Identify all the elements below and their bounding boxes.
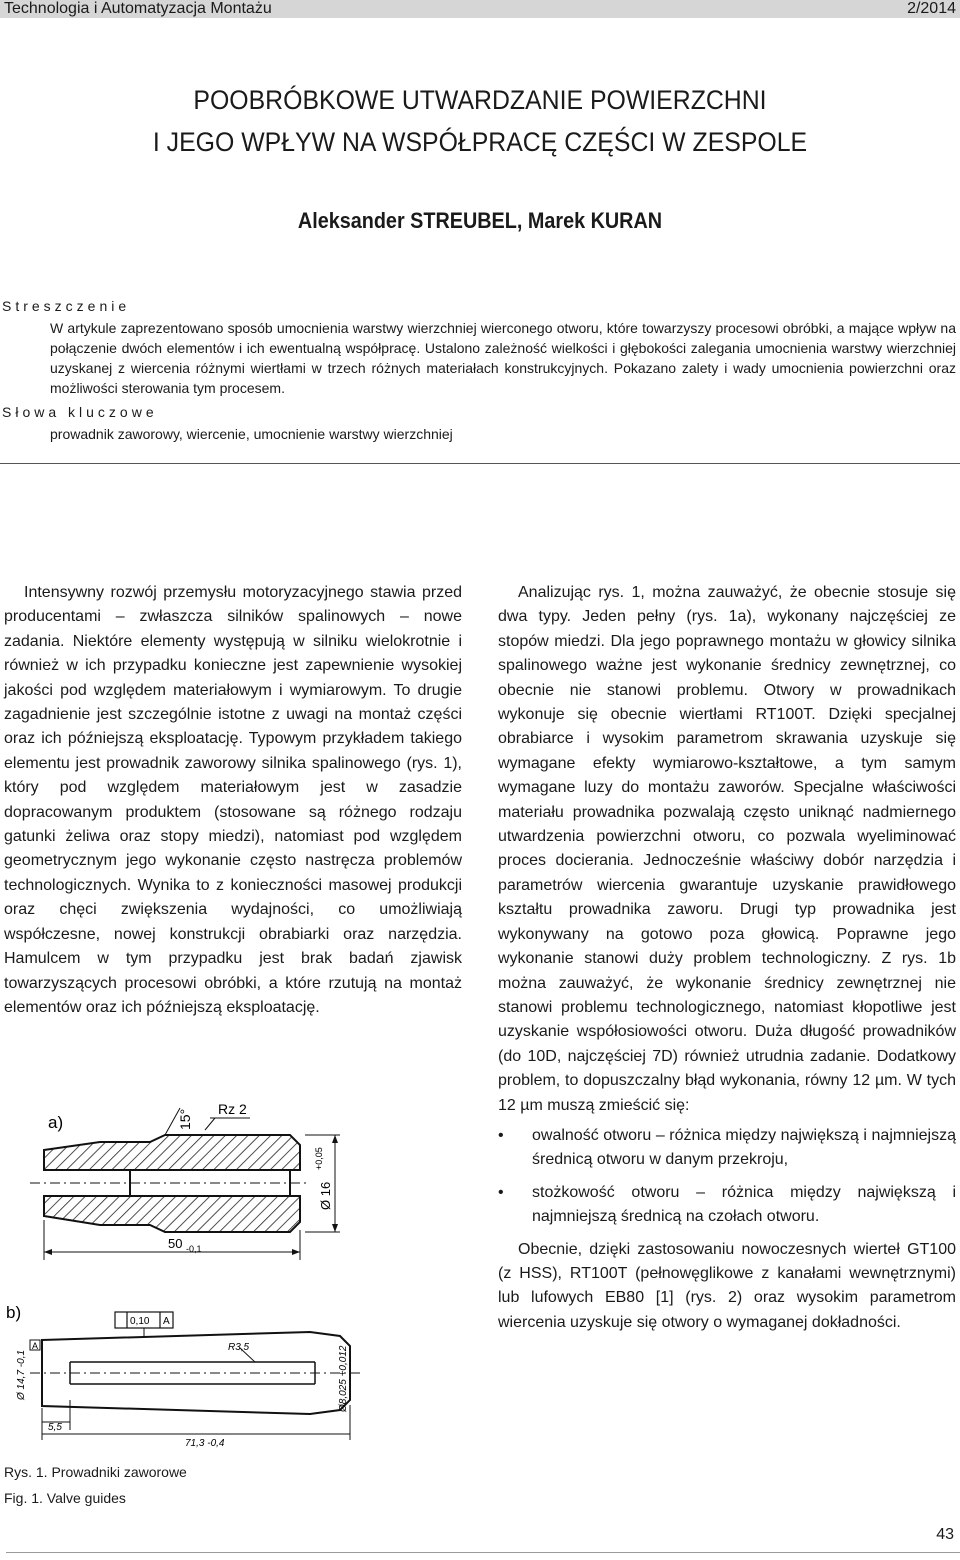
frame-tolerance: 0,10: [130, 1316, 150, 1327]
body-column-left: Intensywny rozwój przemysłu motoryzacyjnego stawia przed producentami – zwłaszcza silników spalinowych – nowe zadania. Niektóre elementy występują w silniku wielokrotnie i również w ich przypadku konieczne jest zapewnienie wysokiej jakości pod względem materiałowym i wymiarowym. To drugie zagadnienie jest szczególnie istotne z uwagi na montaż części oraz ich późniejszą eksploatację. Typowym przykładem takiego elementu jest prowadnik zaworowy silnika spalinowego (rys. 1), który pod względem materiałowym jest w zasadzie dopracowanym produktem (stosowane są różnego rodzaju gatunki żeliwa oraz stopy miedzi), natomiast pod względem geometrycznym jego wykonanie często nastręcza problemów technologicznych. Wynika to z konieczności masowej produkcji oraz chęci zwiększenia wydajności, co umożliwiają współczesne, nowej konstrukcji obrabiarki oraz narzędzia. Hamulcem w tym przypadku jest brak badań zjawisk towarzyszących procesowi obróbki, a które rzutują na montaż elementów oraz ich późniejszą eksploatację.: [4, 584, 462, 1016]
body-column-right: [498, 581, 956, 1335]
abstract-label: Streszczenie: [2, 298, 131, 314]
bullet-list: [498, 1124, 956, 1230]
abstract-text: W artykule zaprezentowano sposób umocnienia warstwy wierzchniej wierconego otworu, które towarzyszy procesowi obróbki, a mające wpływ na połączenie dwóch elementów i ich ewentualną współpracę. Ustalono zależność wielkości i głębokości zalegania umocnienia warstwy wierzchniej uzyskanej z wiercenia różnymi wiertłami w trzech różnych materiałach konstrukcyjnych. Pokazano zalety i wady umocnienia powierzchni oraz możliwości sterowania tym procesem.: [50, 320, 956, 396]
length-a-label: 50: [168, 1236, 183, 1251]
bullet-item: • stożkowość otworu – różnica między największą i najmniejszą średnicą na czołach otworu.: [498, 1181, 956, 1230]
guide-b-drawing: [30, 1312, 360, 1440]
angle-label: 15°: [177, 1108, 193, 1130]
length-b-label: 71,3 -0,4: [185, 1438, 225, 1449]
diameter-b-bore: Ø8,025 +0,012: [338, 1345, 349, 1412]
datum-label: A: [32, 1341, 39, 1351]
valve-guide-figure: [0, 1100, 460, 1460]
page-number: 43: [936, 1526, 954, 1543]
section-divider: [0, 463, 960, 464]
technical-drawing: [0, 1100, 460, 1460]
figure-caption-en: Fig. 1. Valve guides: [4, 1490, 126, 1506]
journal-name: Technologia i Automatyzacja Montażu: [4, 0, 272, 17]
authors: Aleksander STREUBEL, Marek KURAN: [297, 208, 663, 233]
frame-datum: A: [163, 1316, 170, 1327]
length-a-tolerance: -0,1: [186, 1244, 202, 1254]
diameter-b-outer: Ø 14,7 -0,1: [16, 1349, 27, 1400]
body-paragraph: Analizując rys. 1, można zauważyć, że obecnie stosuje się dwa typy. Jeden pełny (rys. 1a), wykonany najczęściej ze stopów miedzi. Dla jego poprawnego montażu w głowicy silnika spalinowego ważne jest wykonanie średnicy zewnętrznej, co obecnie nie stanowi problemu. Otwory w prowadnikach wykonuje się obecnie wiertłami RT100T. Dzięki specjalnej obrabiarce i wysokim parametrom skrawania uzyskuje się wymagane efekty wymiarowo-kształtowe, a tym samym wymagane luzy do montażu zaworów. Specjalne właściwości materiału prowadnika pozwalają często uniknąć nadmiernego utwardzenia powierzchni otworu, co pozwala wyeliminować proces docierania. Jednocześnie właściwy dobór narzędzia i parametrów wiercenia gwarantuje uzyskanie prawidłowego kształtu prowadnika zaworu. Drugi typ prowadnika jest wykonywany na gotowo poza głowicą. Poprawne jego wykonanie stanowi duży problem technologiczny. Z rys. 1b można zauważyć, że wykonanie średnicy zewnętrznej nie stanowi problemu technologicznego, natomiast kłopotliwe jest uzyskanie współosiowości otworu. Duża długość prowadników (do 10D, najczęściej 7D) również utrudnia zadanie. Dodatkowy problem, to dopuszczalny błąd wykonania, równy 12 µm. W tych 12 µm muszą zmieścić się:: [498, 584, 956, 1114]
length-b-small: 5,5: [48, 1422, 62, 1433]
roughness-label: Rz 2: [218, 1101, 247, 1117]
footer-rule: [6, 1552, 960, 1553]
radius-label: R3,5: [228, 1342, 250, 1353]
diameter-a-label: Ø 16: [318, 1181, 333, 1210]
figure-label-b: b): [6, 1303, 22, 1322]
title-line-1: POOBRÓBKOWE UTWARDZANIE POWIERZCHNI: [193, 85, 767, 115]
figure-caption-pl: Rys. 1. Prowadniki zaworowe: [4, 1464, 187, 1480]
bullet-item: • owalność otworu – różnica między największą i najmniejszą średnicą otworu w danym przekroju,: [498, 1124, 956, 1173]
issue-number: 2/2014: [907, 0, 956, 17]
keywords-label: Słowa kluczowe: [2, 404, 158, 420]
running-header: [0, 0, 960, 18]
diameter-a-tolerance: +0,05: [314, 1147, 324, 1170]
keywords-text: prowadnik zaworowy, wiercenie, umocnienie warstwy wierzchniej: [50, 426, 453, 442]
body-paragraph: Obecnie, dzięki zastosowaniu nowoczesnych wierteł GT100 (z HSS), RT100T (pełnowęglikowe z kanałami wewnętrznymi) lub lufowych EB80 [1] (rys. 2) oraz wysokim parametrom wiercenia uzyskuje się otwory o wymaganej dokładności.: [498, 1240, 956, 1331]
figure-label-a: a): [48, 1113, 64, 1132]
title-line-2: I JEGO WPŁYW NA WSPÓŁPRACĘ CZĘŚCI W ZESPOLE: [152, 127, 808, 157]
